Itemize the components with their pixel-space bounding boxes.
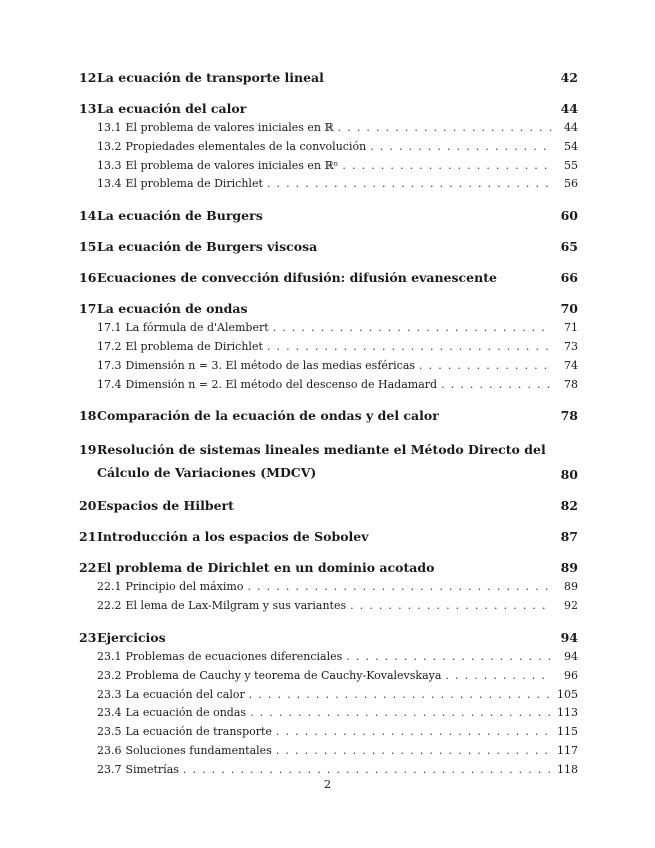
chapter-page: 94 [560,629,578,645]
chapter-number: 17 [79,301,97,317]
toc-section[interactable] [79,338,578,357]
section-title: Dimensión n = 2. El método del descenso de Hadamard [125,377,438,391]
dot-leader [276,742,551,761]
section-page: 115 [557,725,578,739]
chapter-title: Ecuaciones de convección difusión: difusión evanescente [97,270,497,286]
dot-leader [273,319,552,338]
toc-section[interactable] [79,138,578,157]
section-title: El problema de valores iniciales en ℝⁿ [125,158,339,172]
section-number: 23.7 [97,762,122,776]
chapter-number: 19 [79,442,97,458]
section-title: La fórmula de d'Alembert [125,321,269,335]
section-page: 105 [557,687,578,701]
dot-leader [247,578,552,597]
dot-leader [346,648,552,667]
chapter-title: Espacios de Hilbert [97,498,234,514]
dot-leader [419,357,552,376]
chapter-title: La ecuación de Burgers viscosa [97,239,318,255]
section-title: El problema de Dirichlet [125,339,263,353]
chapter-number: 20 [79,498,97,514]
section-title: Simetrías [125,762,179,776]
toc-chapter[interactable] [79,528,578,546]
section-page: 73 [564,339,578,353]
page-number: 2 [323,777,332,791]
dot-leader [267,175,552,194]
toc-chapter[interactable] [79,559,578,577]
toc-chapter[interactable] [79,497,578,515]
section-title: La ecuación de ondas [125,706,247,720]
toc-section[interactable] [79,742,578,761]
section-page: 55 [564,158,578,172]
chapter-number: 12 [79,70,97,85]
section-number: 23.6 [97,743,122,757]
section-page: 118 [557,762,578,776]
toc-section[interactable] [79,119,578,138]
chapter-page: 44 [560,101,578,116]
section-number: 13.1 [97,121,122,134]
section-title: Dimensión n = 3. El método de las medias esféricas [125,358,416,372]
section-number: 23.1 [97,649,122,663]
section-number: 17.4 [97,377,122,391]
toc-section[interactable] [79,357,578,376]
section-number: 22.1 [97,580,122,594]
toc-section[interactable] [79,667,578,686]
section-title: Problemas de ecuaciones diferenciales [125,649,343,663]
section-number: 23.5 [97,725,122,739]
chapter-page: 80 [560,467,578,483]
section-page: 117 [557,743,578,757]
section-title: El problema de Dirichlet [125,177,263,191]
toc-chapter[interactable] [79,407,578,425]
chapter-page: 70 [560,301,578,317]
section-title: La ecuación del calor [125,687,245,701]
section-number: 23.4 [97,706,122,720]
toc-section[interactable] [79,157,578,176]
chapter-title: Introducción a los espacios de Sobolev [97,529,369,545]
toc-section[interactable] [79,648,578,667]
toc-chapter[interactable] [79,269,578,287]
section-page: 113 [557,706,578,720]
chapter-page: 78 [560,408,578,424]
dot-leader [267,338,552,357]
section-page: 96 [564,668,578,682]
chapter-page: 42 [560,70,578,85]
chapter-number: 15 [79,239,97,255]
chapter-title: La ecuación de Burgers [97,208,263,224]
section-page: 89 [564,580,578,594]
toc-section[interactable] [79,597,578,616]
chapter-number: 13 [79,101,97,116]
dot-leader [445,667,552,686]
toc-section[interactable] [79,175,578,194]
dot-leader [250,704,551,723]
chapter-title: La ecuación de ondas [97,301,248,317]
chapter-page: 87 [560,529,578,545]
chapter-number: 21 [79,529,97,545]
toc-chapter[interactable] [79,69,578,87]
section-title: Principio del máximo [125,580,244,594]
toc-section[interactable] [79,686,578,705]
dot-leader [249,686,551,705]
section-page: 92 [564,599,578,613]
section-page: 74 [564,358,578,372]
section-title: Soluciones fundamentales [125,743,272,757]
section-number: 13.3 [97,158,122,172]
chapter-page: 89 [560,560,578,576]
section-page: 78 [564,377,578,391]
toc-chapter[interactable] [79,100,578,118]
chapter-page: 66 [560,270,578,286]
section-number: 13.2 [97,139,122,153]
chapter-number: 18 [79,408,97,424]
chapter-number: 22 [79,560,97,576]
section-title: El problema de valores iniciales en ℝ [125,121,334,134]
section-page: 56 [564,177,578,191]
toc-section[interactable] [79,578,578,597]
section-page: 44 [564,121,578,134]
chapter-page: 65 [560,239,578,255]
chapter-title: Comparación de la ecuación de ondas y del calor [97,408,439,424]
table-of-contents [79,69,578,780]
section-page: 94 [564,649,578,663]
dot-leader [370,138,552,157]
toc-chapter[interactable] [79,438,578,484]
section-number: 22.2 [97,599,122,613]
toc-chapter[interactable] [79,238,578,256]
dot-leader [342,157,552,176]
section-page: 71 [564,321,578,335]
section-number: 23.2 [97,668,122,682]
chapter-title: Ejercicios [97,629,166,645]
dot-leader [350,597,552,616]
section-page: 54 [564,139,578,153]
toc-section[interactable] [79,319,578,338]
chapter-title: Resolución de sistemas lineales mediante el Método Directo del Cálculo de Variaciones (MDCV) [97,442,546,481]
section-number: 13.4 [97,177,122,191]
toc-section[interactable] [79,376,578,395]
toc-section[interactable] [79,704,578,723]
chapter-number: 23 [79,629,97,645]
chapter-number: 16 [79,270,97,286]
section-title: El lema de Lax-Milgram y sus variantes [125,599,347,613]
chapter-title: La ecuación del calor [97,101,247,116]
section-title: La ecuación de transporte [125,725,272,739]
section-number: 17.2 [97,339,122,353]
chapter-page: 82 [560,498,578,514]
section-title: Propiedades elementales de la convolución [125,139,367,153]
section-number: 17.1 [97,321,122,335]
chapter-page: 60 [560,208,578,224]
section-number: 17.3 [97,358,122,372]
dot-leader [338,119,552,138]
chapter-title: El problema de Dirichlet en un dominio acotado [97,560,435,576]
toc-chapter[interactable] [79,300,578,318]
toc-section[interactable] [79,723,578,742]
section-title: Problema de Cauchy y teorema de Cauchy-Kovalevskaya [125,668,442,682]
chapter-title: La ecuación de transporte lineal [97,70,324,85]
toc-chapter[interactable] [79,207,578,225]
dot-leader [276,723,551,742]
section-number: 23.3 [97,687,122,701]
chapter-number: 14 [79,208,97,224]
toc-chapter[interactable] [79,629,578,647]
dot-leader [441,376,552,395]
